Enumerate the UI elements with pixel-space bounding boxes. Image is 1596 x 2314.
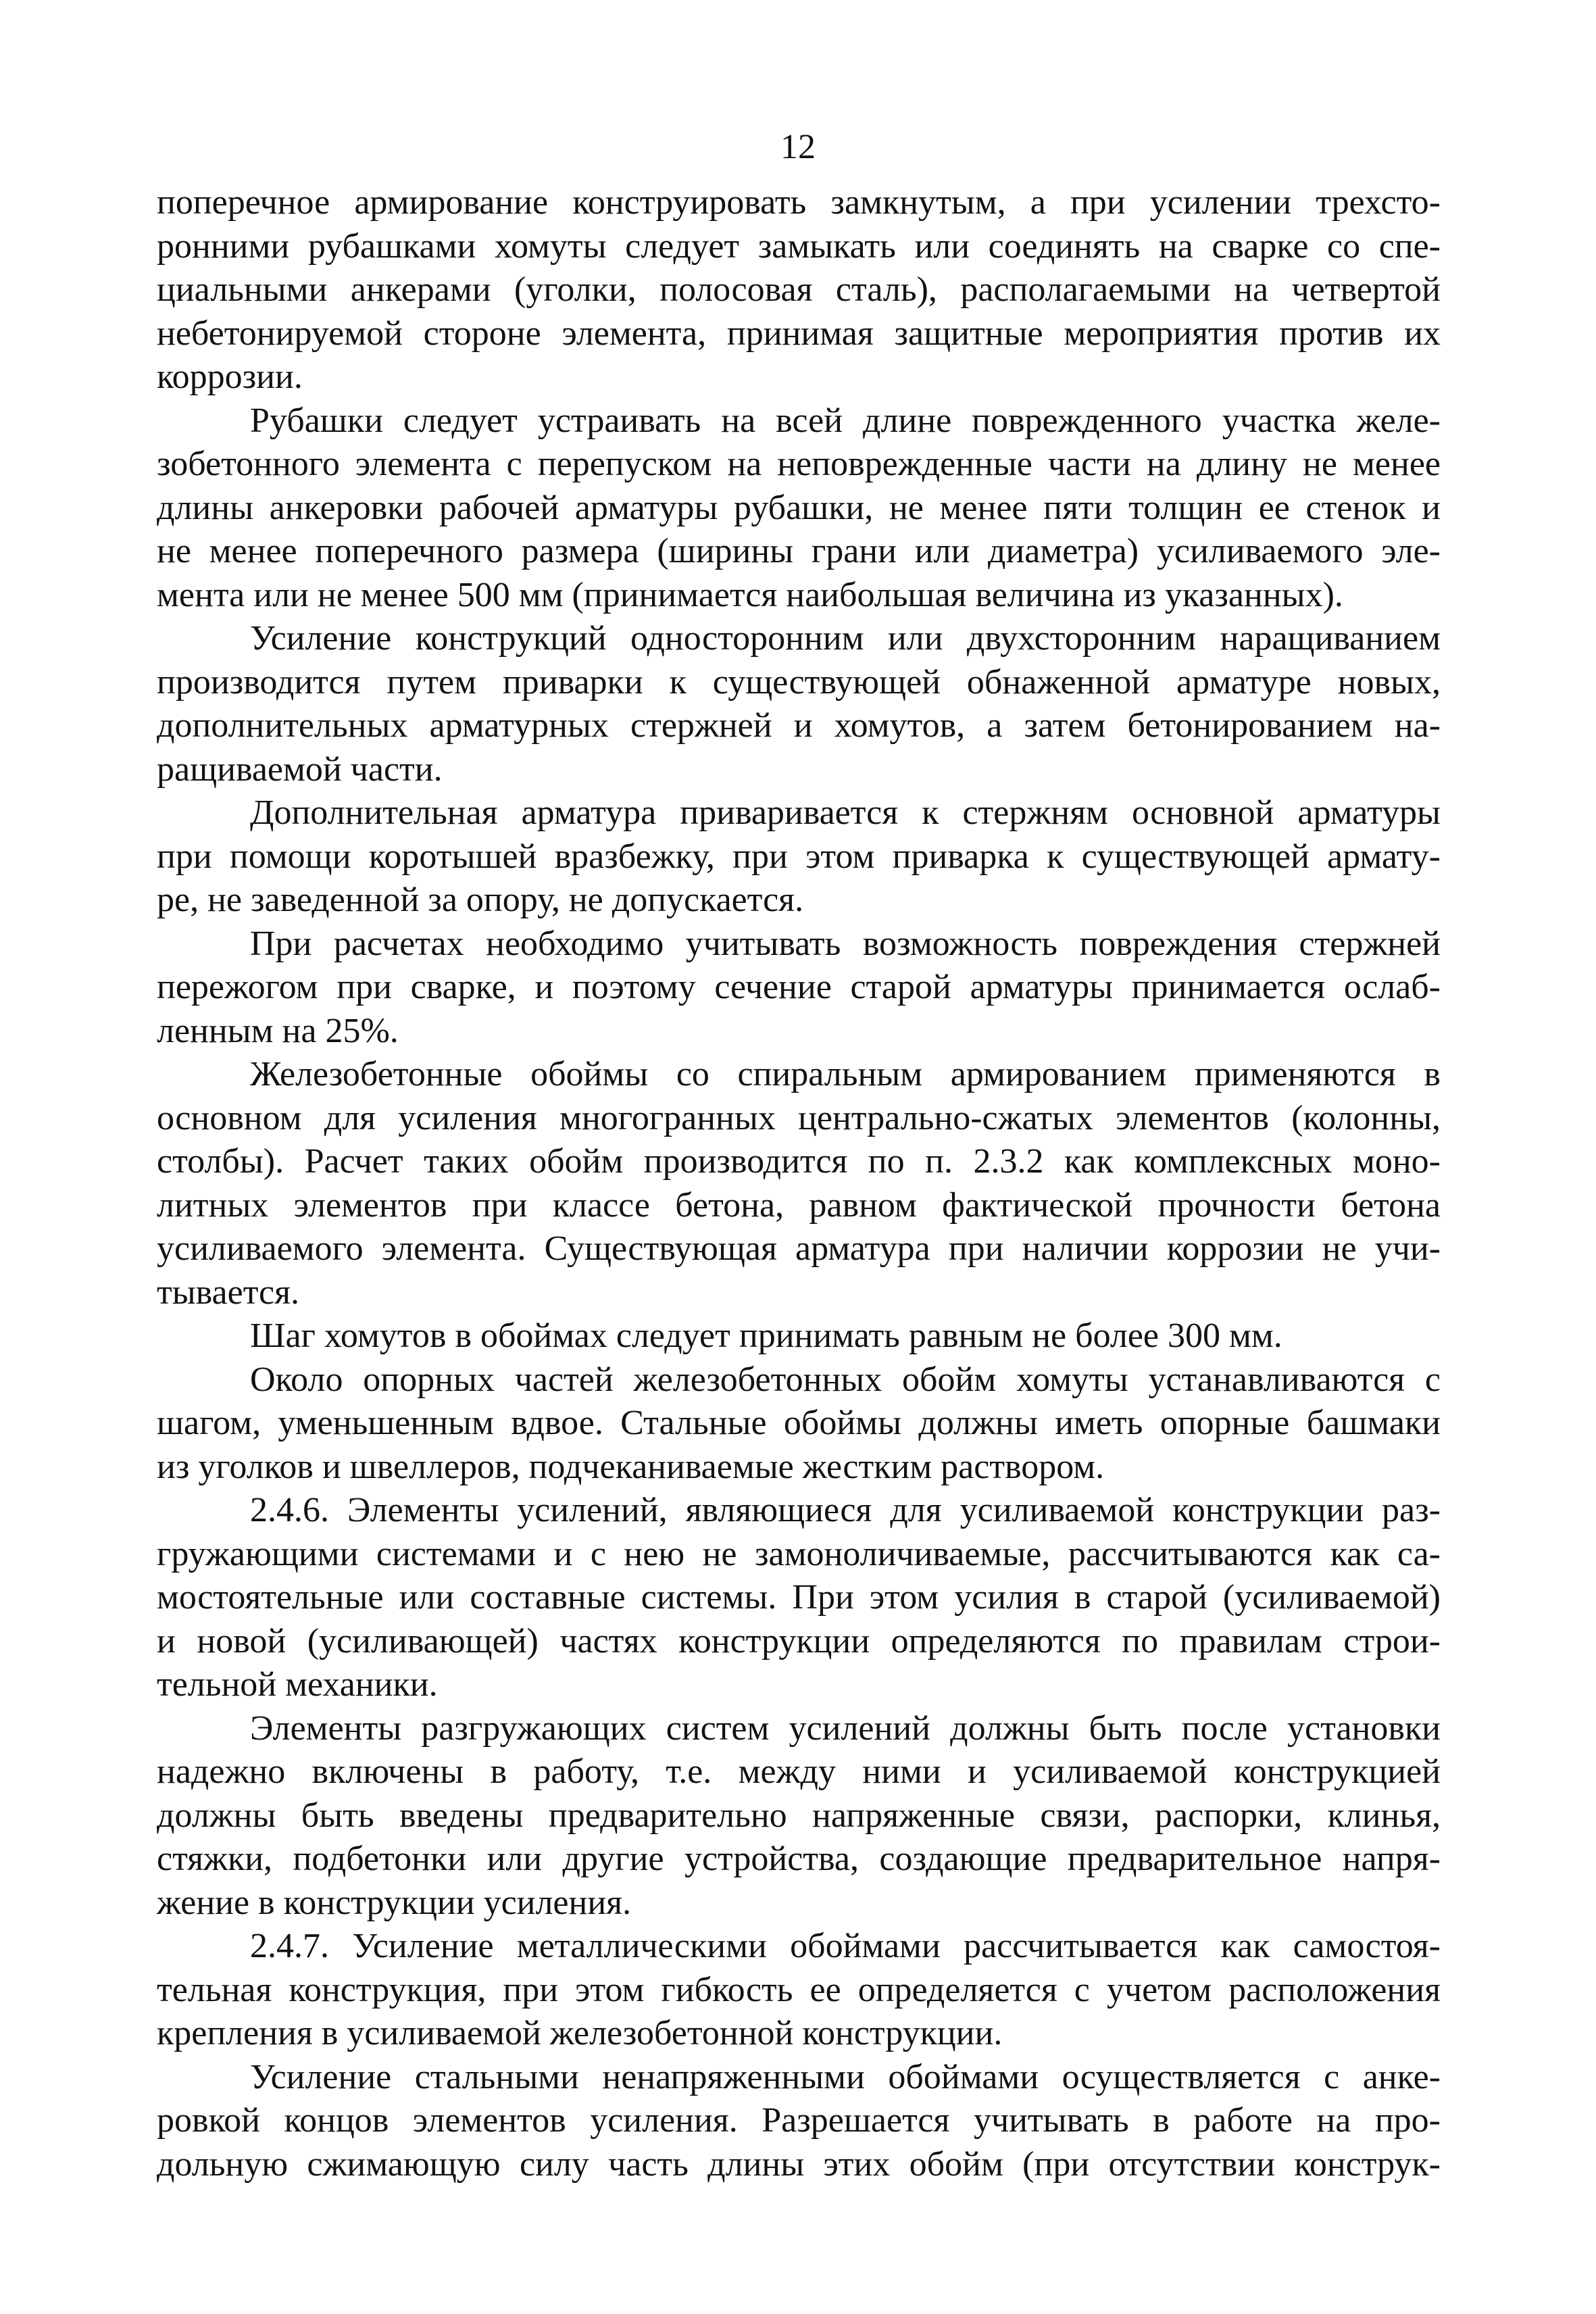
paragraph (157, 1314, 1441, 1358)
text-line: дополнительных арматурных стержней и хомутов, а затем бетонированием на- (157, 706, 1441, 745)
text-line: длины анкеровки рабочей арматуры рубашки, не менее пяти толщин ее стенок и (157, 488, 1441, 527)
text-line: ронними рубашками хомуты следует замыкать или соединять на сварке со спе- (157, 226, 1441, 266)
paragraph (157, 922, 1441, 1054)
text-line: ленным на 25%. (157, 1011, 399, 1050)
text-line: при помощи коротышей вразбежку, при этом приварка к существующей армату- (157, 837, 1441, 876)
text-line: 2.4.6. Элементы усилений, являющиеся для усиливаемой конструкции раз- (250, 1491, 1441, 1529)
text-line: гружающими системами и с нею не замоноличиваемые, рассчитываются как са- (157, 1534, 1441, 1573)
text-line: Железобетонные обоймы со спиральным армированием применяются в (250, 1055, 1441, 1093)
text-line: тельной механики. (157, 1665, 438, 1704)
text-line: шагом, уменьшенным вдвое. Стальные обоймы должны иметь опорные башмаки (157, 1404, 1441, 1442)
text-line: поперечное армирование конструировать замкнутым, а при усилении трехсто- (157, 183, 1441, 222)
paragraph (157, 181, 1441, 399)
text-line: столбы). Расчет таких обойм производится по п. 2.3.2 как комплексных моно- (157, 1142, 1441, 1181)
paragraph (157, 1707, 1441, 1925)
paragraph (157, 791, 1441, 922)
paragraph (157, 1489, 1441, 1707)
text-line: зобетонного элемента с перепуском на неповрежденные части на длину не менее (157, 445, 1441, 483)
text-line: стяжки, подбетонки или другие устройства, создающие предварительное напря- (157, 1840, 1441, 1878)
text-line: циальными анкерами (уголки, полосовая сталь), располагаемыми на четвертой (157, 270, 1441, 309)
text-line: тельная конструкция, при этом гибкость ее определяется с учетом расположения (157, 1970, 1441, 2009)
text-line: Рубашки следует устраивать на всей длине поврежденного участка желе- (250, 401, 1441, 440)
text-line: Шаг хомутов в обоймах следует принимать равным не более 300 мм. (250, 1316, 1282, 1355)
text-line: литных элементов при классе бетона, равном фактической прочности бетона (157, 1185, 1441, 1225)
paragraph (157, 617, 1441, 791)
text-line: и новой (усиливающей) частях конструкции определяются по правилам строи- (157, 1621, 1441, 1660)
text-line: пережогом при сварке, и поэтому сечение старой арматуры принимается ослаб- (157, 968, 1441, 1006)
text-line: тывается. (157, 1273, 300, 1312)
text-line: дольную сжимающую силу часть длины этих обойм (при отсутствии конструк- (157, 2144, 1441, 2184)
text-line: Элементы разгружающих систем усилений должны быть после установки (250, 1708, 1441, 1748)
paragraph (157, 2056, 1441, 2187)
text-line: должны быть введены предварительно напряженные связи, распорки, клинья, (157, 1796, 1441, 1835)
paragraph (157, 1925, 1441, 2056)
text-line: Дополнительная арматура приваривается к стержням основной арматуры (250, 793, 1441, 832)
paragraph (157, 1053, 1441, 1314)
text-line: производится путем приварки к существующей обнаженной арматуре новых, (157, 662, 1441, 701)
text-line: ращиваемой части. (157, 749, 443, 789)
paragraph (157, 1358, 1441, 1490)
page-number: 12 (780, 128, 816, 166)
text-line: ре, не заведенной за опору, не допускается. (157, 881, 804, 919)
text-line: Усиление стальными ненапряженными обоймами осуществляется с анке- (250, 2057, 1441, 2096)
text-line: 2.4.7. Усиление металлическими обоймами рассчитывается как самостоя- (250, 1927, 1441, 1965)
text-line: ровкой концов элементов усиления. Разрешается учитывать в работе на про- (157, 2101, 1441, 2140)
text-line: При расчетах необходимо учитывать возможность повреждения стержней (250, 924, 1441, 963)
text-line: из уголков и швеллеров, подчеканиваемые жестким раствором. (157, 1447, 1105, 1486)
text-line: не менее поперечного размера (ширины грани или диаметра) усиливаемого эле- (157, 532, 1441, 570)
text-line: небетонируемой стороне элемента, принимая защитные мероприятия против их (157, 314, 1441, 353)
paragraph (157, 399, 1441, 618)
text-line: мостоятельные или составные системы. При этом усилия в старой (усиливаемой) (157, 1578, 1441, 1617)
page-bottom (0, 2298, 7, 2305)
text-line: Около опорных частей железобетонных обойм хомуты устанавливаются с (250, 1360, 1441, 1399)
text-line: крепления в усиливаемой железобетонной конструкции. (157, 2014, 1003, 2052)
body-text (157, 181, 1441, 2186)
text-line: Усиление конструкций односторонним или двухсторонним наращиванием (250, 619, 1441, 658)
text-line: надежно включены в работу, т.е. между ними и усиливаемой конструкцией (157, 1752, 1441, 1791)
text-line: мента или не менее 500 мм (принимается наибольшая величина из указанных). (157, 575, 1343, 614)
text-line: жение в конструкции усиления. (157, 1883, 632, 1922)
text-line: коррозии. (157, 358, 303, 396)
text-line: усиливаемого элемента. Существующая арматура при наличии коррозии не учи- (157, 1229, 1441, 1268)
text-line: основном для усиления многогранных центрально-сжатых элементов (колонны, (157, 1098, 1441, 1137)
